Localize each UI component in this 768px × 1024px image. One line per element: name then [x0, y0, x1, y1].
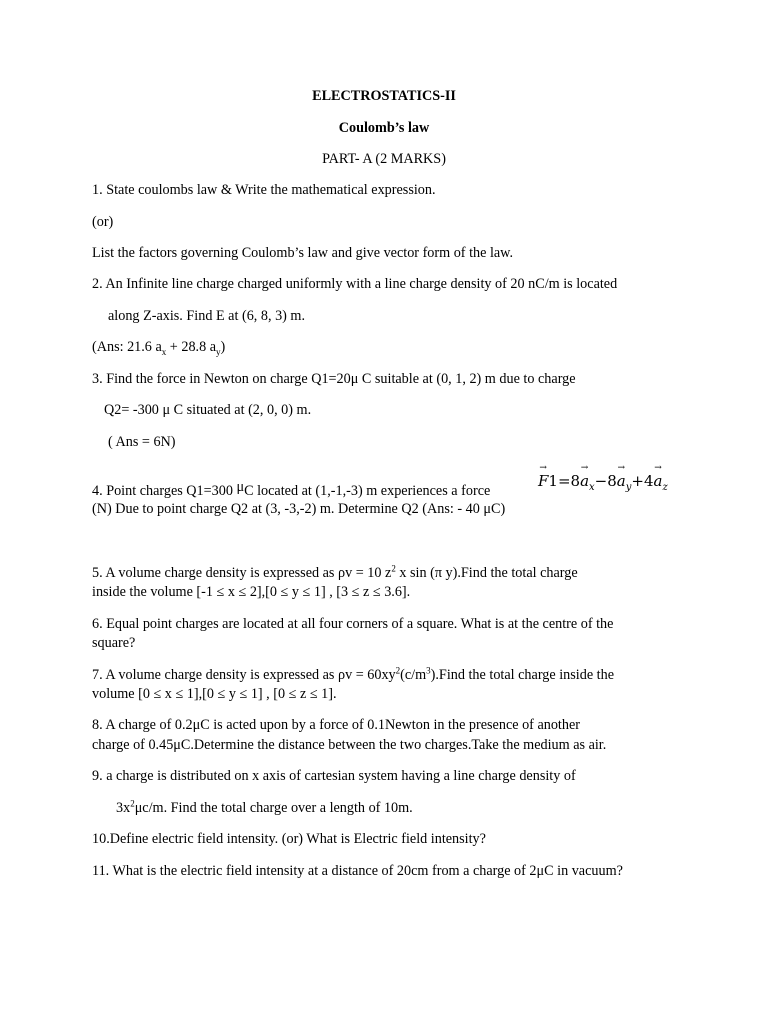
question-1-alt: List the factors governing Coulomb’s law and give vector form of the law.	[92, 245, 514, 261]
question-3-answer: ( Ans = 6N)	[108, 434, 176, 450]
question-8-cont: charge of 0.45μC.Determine the distance between the two charges.Take the medium as air.	[92, 737, 607, 753]
question-3: 3. Find the force in Newton on charge Q1=20μ C suitable at (0, 1, 2) m due to charge	[92, 371, 576, 387]
question-11: 11. What is the electric field intensity at a distance of 20cm from a charge of 2μC in vacuum?	[92, 863, 623, 879]
question-6: 6. Equal point charges are located at all four corners of a square. What is at the centre of the	[92, 616, 614, 632]
question-7-cont: volume [0 ≤ x ≤ 1],[0 ≤ y ≤ 1] , [0 ≤ z ≤ 1].	[92, 686, 337, 702]
question-8: 8. A charge of 0.2μC is acted upon by a force of 0.1Newton in the presence of another	[92, 717, 580, 733]
document-title: ELECTROSTATICS-II	[312, 88, 456, 104]
question-10: 10.Define electric field intensity. (or) What is Electric field intensity?	[92, 831, 486, 847]
question-6-cont: square?	[92, 635, 136, 651]
question-2-answer: (Ans: 21.6 $a_x + 28.8$ $a_y$)	[92, 339, 226, 357]
question-2-cont: along Z-axis. Find E at (6, 8, 3) m.	[108, 308, 306, 324]
force-vector-formula: → $F1=8\to a_x-8\to a_y+4\to a_z$	[538, 472, 668, 490]
section-heading: PART- A (2 MARKS)	[322, 151, 446, 167]
question-4: 4. Point charges Q1=300 μC located at (1,-1,-3) m experiences a force	[92, 479, 491, 499]
question-5-cont: inside the volume [-1 ≤ x ≤ 2],[0 ≤ y ≤ 1] , [3 ≤ z ≤ 3.6].	[92, 584, 411, 600]
question-2: 2. An Infinite line charge charged uniformly with a line charge density of 20 nC/m is located	[92, 276, 618, 292]
question-9: 9. a charge is distributed on x axis of cartesian system having a line charge density of	[92, 768, 576, 784]
question-9-cont: $3x^2\mu c/m$. Find the total charge over a length of 10m.	[116, 798, 413, 816]
question-3-cont: Q2= -300 μ C situated at (2, 0, 0) m.	[104, 402, 312, 418]
question-4-cont: (N) Due to point charge Q2 at (3, -3,-2) m. Determine Q2 (Ans: - 40 μC)	[92, 501, 506, 517]
question-5: 5. A volume charge density is expressed as ρv = 10 $z^2$ x sin (π y).Find the total charge	[92, 563, 578, 581]
question-7: 7. A volume charge density is expressed as $\rho v = 60xy^2(c/m^3).Find$ the total charge inside the	[92, 665, 614, 683]
document-subtitle: Coulomb’s law	[338, 120, 430, 136]
question-1-or: (or)	[92, 214, 114, 230]
question-1: 1. State coulombs law & Write the mathematical expression.	[92, 182, 436, 198]
